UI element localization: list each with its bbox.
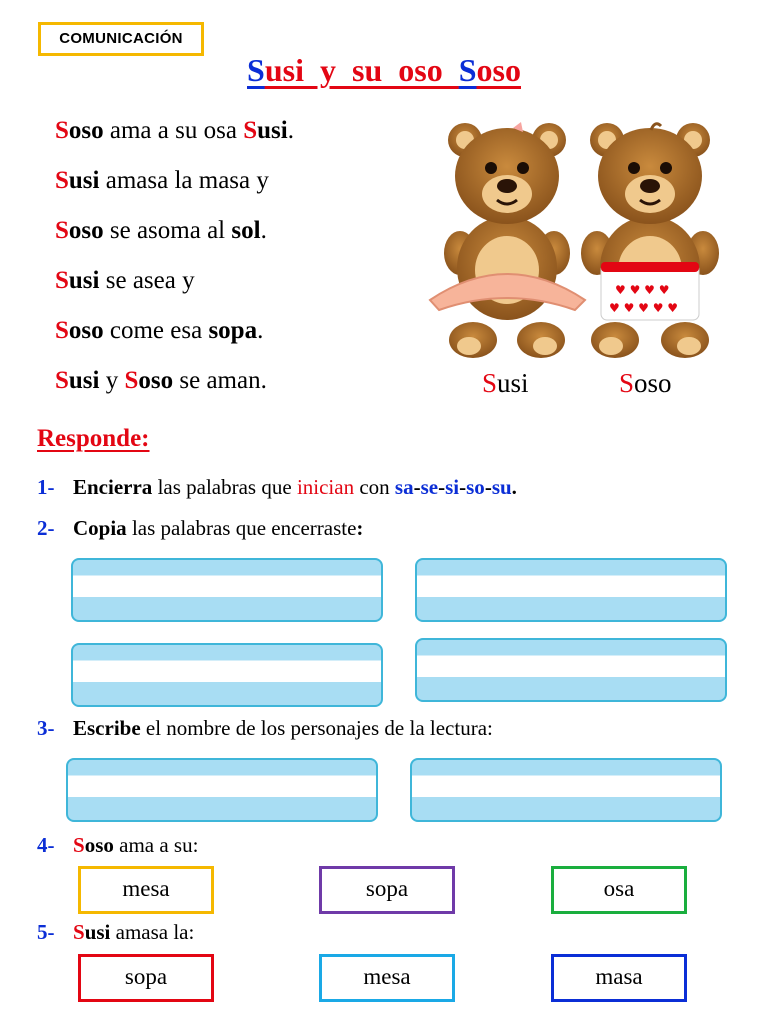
story-line: Susi y Soso se aman.	[55, 367, 267, 394]
option-box[interactable]: mesa	[78, 866, 214, 914]
question-5: 5- Susi amasa la:	[37, 920, 195, 944]
option-box[interactable]: masa	[551, 954, 687, 1002]
question-3: 3- Escribe el nombre de los personajes de la lectura:	[37, 716, 493, 740]
answer-line[interactable]	[71, 643, 383, 707]
bear-label-susi: Susi	[482, 368, 529, 398]
option-box[interactable]: mesa	[319, 954, 455, 1002]
bear-label-soso: Soso	[619, 368, 672, 398]
bear-soso-icon	[581, 123, 719, 358]
answer-line[interactable]	[410, 758, 722, 822]
option-box[interactable]: sopa	[78, 954, 214, 1002]
question-1: 1- Encierra las palabras que inician con sa-se-si-so-su.	[37, 475, 517, 499]
subject-tag: COMUNICACIÓN	[38, 22, 204, 56]
page-title: Susi y su oso Soso	[247, 52, 521, 88]
option-box[interactable]: osa	[551, 866, 687, 914]
reading-text	[55, 116, 294, 416]
svg-text:♥ ♥ ♥ ♥ ♥: ♥ ♥ ♥ ♥ ♥	[609, 301, 679, 315]
svg-text:♥ ♥ ♥ ♥: ♥ ♥ ♥ ♥	[615, 283, 670, 297]
answer-line[interactable]	[415, 638, 727, 702]
answer-line[interactable]	[71, 558, 383, 622]
story-line: Susi se asea y	[55, 267, 195, 294]
question-2: 2- Copia las palabras que encerraste:	[37, 516, 364, 540]
bears-illustration	[425, 118, 725, 366]
story-line: Soso ama a su osa Susi.	[55, 117, 294, 144]
story-line: Soso se asoma al sol.	[55, 217, 267, 244]
story-line: Susi amasa la masa y	[55, 167, 269, 194]
story-line: Soso come esa sopa.	[55, 317, 264, 344]
option-box[interactable]: sopa	[319, 866, 455, 914]
bear-susi-icon	[430, 122, 585, 358]
question-4: 4- Soso ama a su:	[37, 833, 199, 857]
answer-line[interactable]	[66, 758, 378, 822]
section-heading: Responde:	[37, 425, 150, 452]
answer-line[interactable]	[415, 558, 727, 622]
